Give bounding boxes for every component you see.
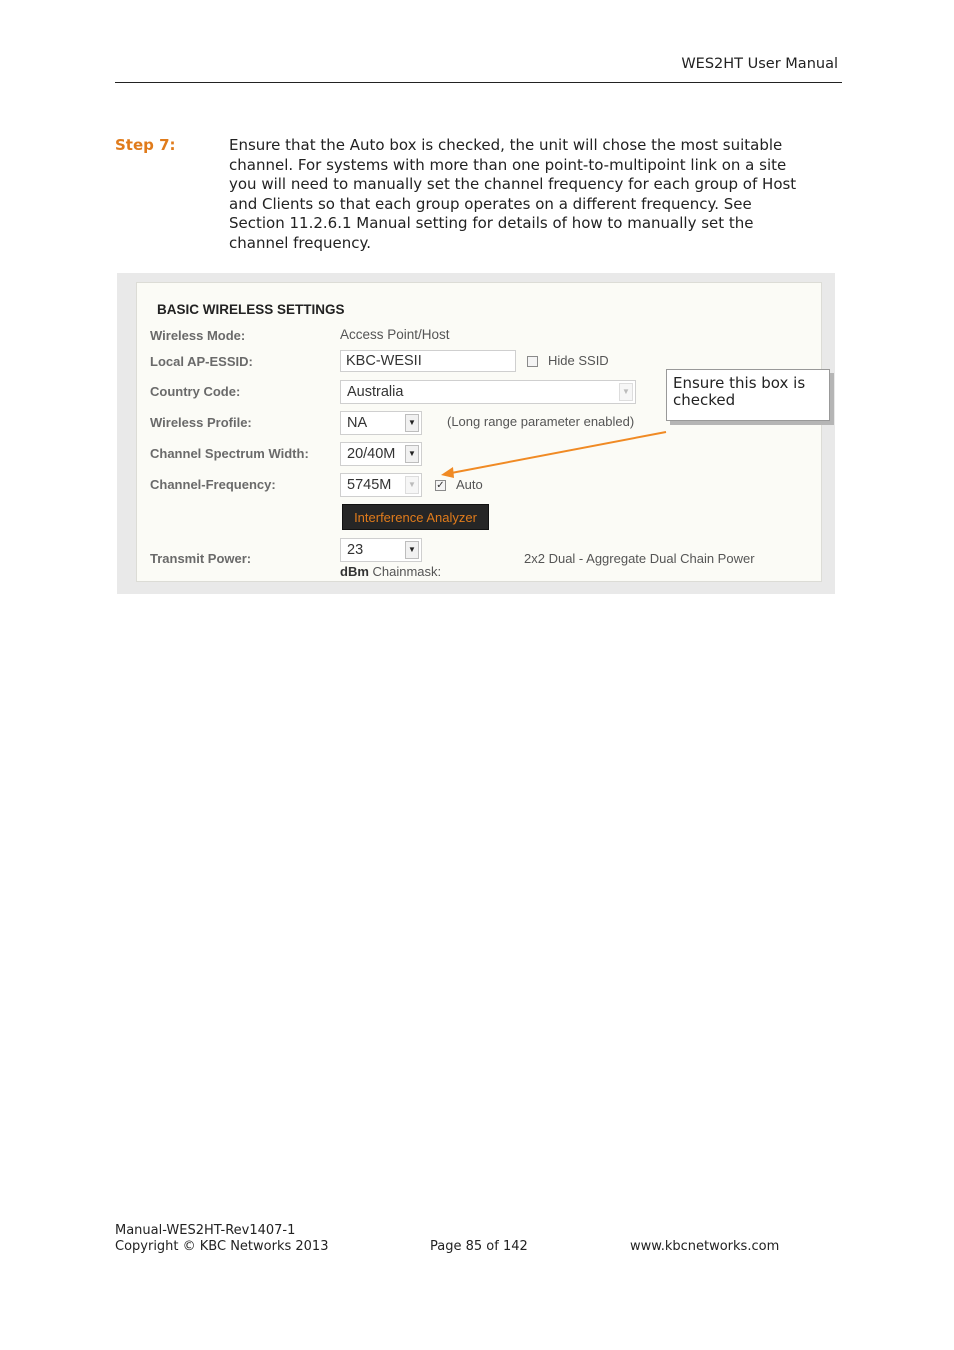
dropdown-arrow-icon[interactable]: ▼ [405, 414, 419, 432]
transmit-power-label: Transmit Power: [150, 551, 252, 566]
wireless-mode-value: Access Point/Host [340, 327, 450, 342]
step-line: channel. For systems with more than one point-to-multipoint link on a site [229, 155, 787, 174]
wireless-mode-label: Wireless Mode: [150, 328, 246, 343]
transmit-power-note: 2x2 Dual - Aggregate Dual Chain Power [524, 551, 755, 566]
step-line: Ensure that the Auto box is checked, the unit will chose the most suitable [229, 136, 783, 154]
channel-frequency-label: Channel-Frequency: [150, 477, 276, 492]
panel-title: BASIC WIRELESS SETTINGS [157, 302, 345, 317]
step-label: Step 7: [115, 136, 176, 154]
auto-label: Auto [456, 477, 483, 492]
chainmask-label: Chainmask: [372, 564, 442, 579]
essid-label: Local AP-ESSID: [150, 354, 253, 369]
footer-doc-id: Manual-WES2HT-Rev1407-1 [115, 1223, 296, 1238]
callout-arrow-line [446, 432, 666, 474]
step-line: channel frequency. [229, 233, 371, 252]
dropdown-arrow-icon[interactable]: ▼ [619, 383, 633, 401]
document-header-title: WES2HT User Manual [681, 56, 838, 72]
channel-frequency-value: 5745M [347, 477, 392, 493]
channel-spectrum-width-value: 20/40M [347, 446, 396, 462]
interference-analyzer-button[interactable]: Interference Analyzer [342, 504, 489, 530]
footer-page-number: Page 85 of 142 [430, 1239, 528, 1254]
country-code-label: Country Code: [150, 384, 241, 399]
footer-website: www.kbcnetworks.com [630, 1239, 780, 1254]
country-code-value: Australia [347, 384, 404, 400]
dropdown-arrow-icon[interactable]: ▼ [405, 445, 419, 463]
dbm-unit: dBm [340, 564, 369, 579]
step-line: and Clients so that each group operates on a different frequency. See [229, 194, 752, 213]
step-line: Section 11.2.6.1 Manual setting for details of how to manually set the [229, 214, 754, 233]
callout-arrow-head [441, 467, 454, 478]
wireless-profile-value: NA [347, 415, 368, 431]
step-line: you will need to manually set the channel frequency for each group of Host [229, 175, 797, 194]
footer-copyright: Copyright © KBC Networks 2013 [115, 1239, 329, 1254]
wireless-profile-note: (Long range parameter enabled) [447, 414, 635, 429]
callout-line: Ensure this box is [673, 374, 806, 392]
wireless-profile-label: Wireless Profile: [150, 415, 252, 430]
hide-ssid-label: Hide SSID [548, 353, 609, 368]
essid-input[interactable]: KBC-WESII [340, 350, 516, 372]
callout-line: checked [673, 391, 736, 409]
transmit-power-value: 23 [347, 542, 364, 558]
channel-spectrum-width-label: Channel Spectrum Width: [150, 446, 309, 461]
auto-checkbox-icon[interactable]: ✓ [436, 480, 445, 491]
dropdown-arrow-icon[interactable]: ▼ [405, 541, 419, 559]
dropdown-arrow-icon[interactable]: ▼ [405, 476, 419, 494]
